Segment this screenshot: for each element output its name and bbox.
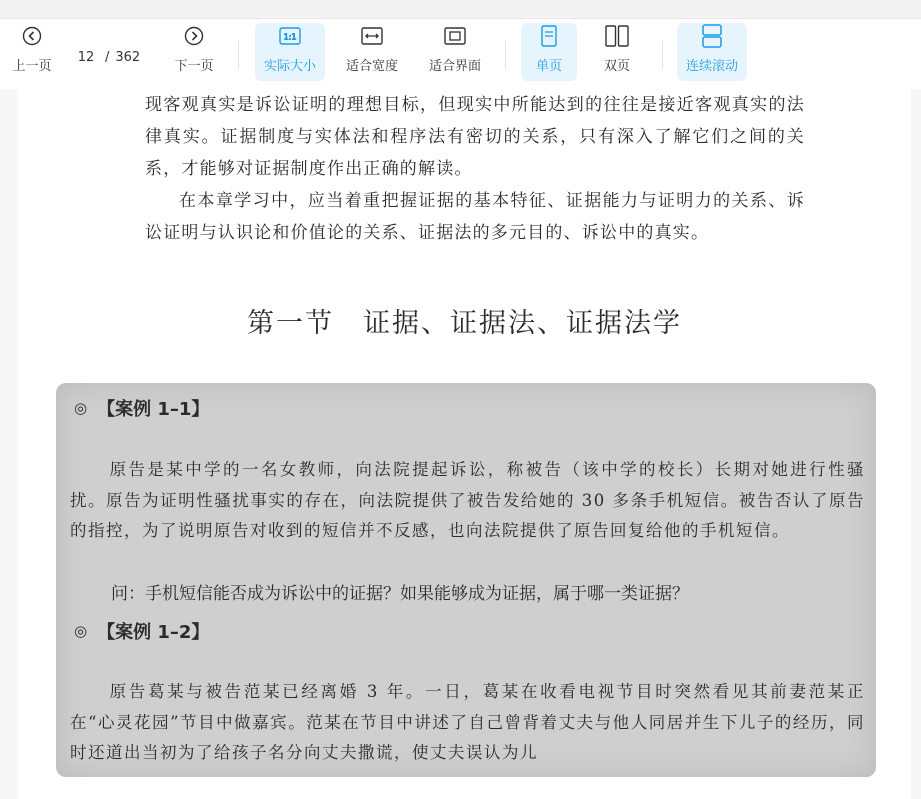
case-box: [56, 383, 876, 777]
single-page-icon: [540, 25, 558, 51]
circle-bullet-icon: ◎: [74, 622, 88, 640]
prev-page-label: 上一页: [12, 59, 52, 74]
fit-page-label: 适合界面: [428, 59, 481, 74]
svg-text:1:1: 1:1: [283, 32, 297, 42]
case-heading: [74, 618, 209, 644]
actual-size-button[interactable]: [255, 23, 325, 81]
single-page-label: 单页: [535, 59, 562, 74]
continuous-scroll-icon: [701, 24, 723, 52]
double-page-button[interactable]: [589, 23, 645, 81]
next-page-button[interactable]: [168, 23, 220, 81]
fit-page-button[interactable]: [421, 23, 489, 81]
actual-size-label: 实际大小: [263, 59, 316, 74]
section-title: 第一节 证据、证据法、证据法学: [247, 308, 682, 339]
case-heading-text: 【案例 1–2】: [97, 622, 210, 643]
circle-bullet-icon: ◎: [74, 399, 88, 417]
fit-width-icon: [361, 27, 383, 49]
toolbar-divider: [505, 41, 506, 69]
total-pages: 362: [115, 49, 141, 65]
case-heading: [74, 395, 209, 421]
case-question: 问：手机短信能否成为诉讼中的证据？如果能够成为证据，属于哪一类证据？: [111, 584, 689, 604]
single-page-button[interactable]: [521, 23, 577, 81]
document-page: [18, 89, 911, 799]
window-top-strip: [0, 0, 921, 19]
toolbar-divider: [238, 41, 239, 69]
fit-page-icon: [444, 27, 466, 49]
prev-page-button[interactable]: [6, 23, 58, 81]
toolbar-divider: [662, 41, 663, 69]
chevron-right-circle-icon: [184, 26, 204, 50]
next-page-label: 下一页: [174, 59, 214, 74]
pdf-toolbar: [0, 19, 921, 89]
case-heading-text: 【案例 1–1】: [97, 399, 210, 420]
fit-width-button[interactable]: [338, 23, 406, 81]
fit-width-label: 适合宽度: [345, 59, 398, 74]
page-separator: /: [105, 49, 110, 65]
page-number-input[interactable]: [73, 50, 99, 65]
double-page-label: 双页: [603, 59, 630, 74]
double-page-icon: [605, 25, 629, 51]
intro-paragraph: 现客观真实是诉讼证明的理想目标，但现实中所能达到的往往是接近客观真实的法律真实。证据制度与实体法和程序法有密切的关系，只有深入了解它们之间的关系，才能够对证据制度作出正确的解读。: [145, 95, 805, 179]
intro-paragraph: 在本章学习中，应当着重把握证据的基本特征、证据能力与证明力的关系、诉讼证明与认识论和价值论的关系、证据法的多元目的、诉讼中的真实。: [145, 191, 805, 243]
chevron-left-circle-icon: [22, 26, 42, 50]
page-indicator: [73, 46, 140, 68]
actual-size-icon: [279, 27, 301, 49]
continuous-scroll-label: 连续滚动: [685, 59, 738, 74]
case-text: 原告是某中学的一名女教师，向法院提起诉讼，称被告（该中学的校长）长期对她进行性骚扰。原告为证明性骚扰事实的存在，向法院提供了被告发给她的 30 多条手机短信。被告否认了原告的指控，为了说明原告对收到的短信并不反感，也向法院提供了原告回复给他的手机短信。: [70, 460, 865, 540]
continuous-scroll-button[interactable]: [677, 23, 747, 81]
case-text: 原告葛某与被告范某已经离婚 3 年。一日，葛某在收看电视节目时突然看见其前妻范某正在“心灵花园”节目中做嘉宾。范某在节目中讲述了自己曾背着丈夫与他人同居并生下儿子的经历，同时还道出当初为了给孩子名分向丈夫撒谎，使丈夫误认为儿: [70, 682, 865, 762]
